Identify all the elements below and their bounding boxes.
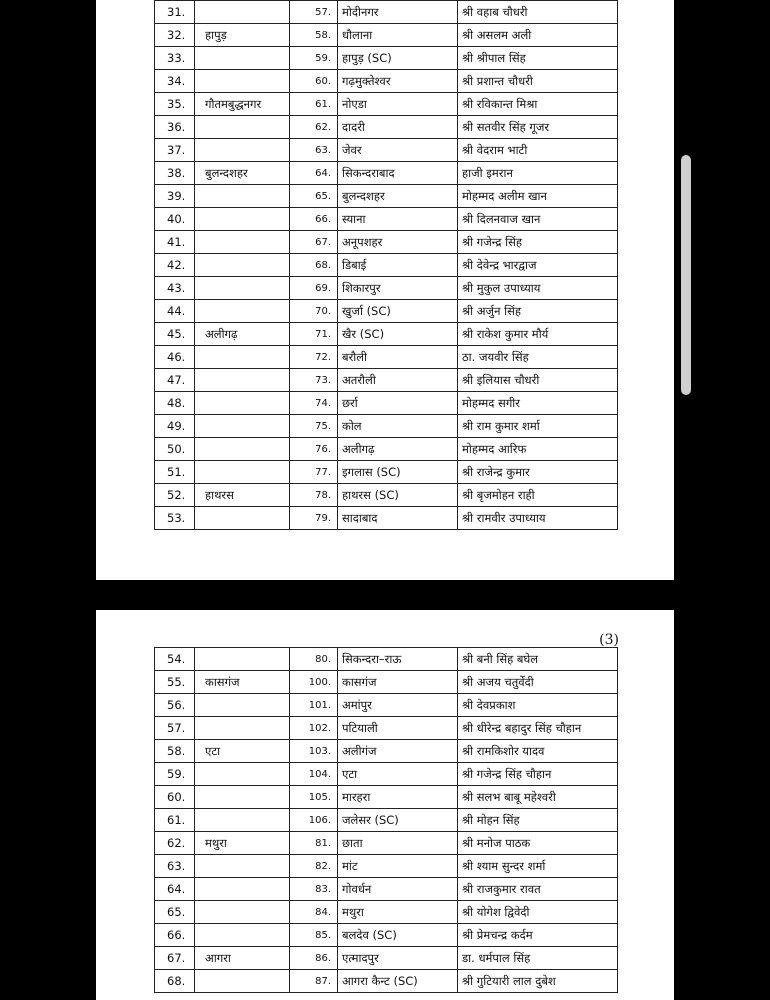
district-cell bbox=[195, 809, 290, 832]
candidate-name-cell: श्री दिलनवाज खान bbox=[458, 208, 618, 231]
table-row bbox=[155, 507, 618, 530]
constituency-number-cell: 102. bbox=[290, 717, 338, 740]
constituency-name-cell: कोल bbox=[338, 415, 458, 438]
table-row bbox=[155, 185, 618, 208]
table-row bbox=[155, 415, 618, 438]
constituency-number-cell: 64. bbox=[290, 162, 338, 185]
serial-number-cell: 45. bbox=[155, 323, 195, 346]
table-row bbox=[155, 461, 618, 484]
constituency-name-cell: दादरी bbox=[338, 116, 458, 139]
constituency-number-cell: 81. bbox=[290, 832, 338, 855]
district-cell bbox=[195, 70, 290, 93]
serial-number-cell: 50. bbox=[155, 438, 195, 461]
candidate-name-cell: श्री बनी सिंह बघेल bbox=[458, 648, 618, 671]
district-cell bbox=[195, 438, 290, 461]
candidate-name-cell: मोहम्मद अलीम खान bbox=[458, 185, 618, 208]
constituency-number-cell: 59. bbox=[290, 47, 338, 70]
constituency-name-cell: अलीगढ़ bbox=[338, 438, 458, 461]
candidate-name-cell: श्री योगेश द्विवेदी bbox=[458, 901, 618, 924]
serial-number-cell: 43. bbox=[155, 277, 195, 300]
constituency-name-cell: पटियाली bbox=[338, 717, 458, 740]
table-row bbox=[155, 254, 618, 277]
candidate-name-cell: श्री श्याम सुन्दर शर्मा bbox=[458, 855, 618, 878]
candidate-name-cell: श्री मुकुल उपाध्याय bbox=[458, 277, 618, 300]
candidate-name-cell: हाजी इमरान bbox=[458, 162, 618, 185]
candidate-name-cell: श्री मोहन सिंह bbox=[458, 809, 618, 832]
constituency-name-cell: गोवर्धन bbox=[338, 878, 458, 901]
constituency-number-cell: 62. bbox=[290, 116, 338, 139]
serial-number-cell: 49. bbox=[155, 415, 195, 438]
district-cell bbox=[195, 970, 290, 993]
table-row bbox=[155, 47, 618, 70]
constituency-name-cell: सिकन्दराबाद bbox=[338, 162, 458, 185]
candidate-name-cell: श्री सलभ बाबू महेश्वरी bbox=[458, 786, 618, 809]
candidate-name-cell: श्री गजेन्द्र सिंह bbox=[458, 231, 618, 254]
serial-number-cell: 42. bbox=[155, 254, 195, 277]
constituency-number-cell: 78. bbox=[290, 484, 338, 507]
constituency-name-cell: नोएडा bbox=[338, 93, 458, 116]
constituency-number-cell: 86. bbox=[290, 947, 338, 970]
district-cell bbox=[195, 901, 290, 924]
table-row bbox=[155, 438, 618, 461]
serial-number-cell: 35. bbox=[155, 93, 195, 116]
constituency-number-cell: 76. bbox=[290, 438, 338, 461]
serial-number-cell: 51. bbox=[155, 461, 195, 484]
serial-number-cell: 61. bbox=[155, 809, 195, 832]
constituency-number-cell: 106. bbox=[290, 809, 338, 832]
constituency-name-cell: खैर (SC) bbox=[338, 323, 458, 346]
serial-number-cell: 36. bbox=[155, 116, 195, 139]
constituency-name-cell: सिकन्दरा–राऊ bbox=[338, 648, 458, 671]
district-cell bbox=[195, 924, 290, 947]
table-row bbox=[155, 162, 618, 185]
serial-number-cell: 62. bbox=[155, 832, 195, 855]
candidate-name-cell: श्री प्रशान्त चौधरी bbox=[458, 70, 618, 93]
serial-number-cell: 68. bbox=[155, 970, 195, 993]
serial-number-cell: 44. bbox=[155, 300, 195, 323]
serial-number-cell: 39. bbox=[155, 185, 195, 208]
table-row bbox=[155, 832, 618, 855]
constituency-number-cell: 61. bbox=[290, 93, 338, 116]
constituency-number-cell: 70. bbox=[290, 300, 338, 323]
constituency-number-cell: 100. bbox=[290, 671, 338, 694]
serial-number-cell: 52. bbox=[155, 484, 195, 507]
candidate-name-cell: श्री राम कुमार शर्मा bbox=[458, 415, 618, 438]
district-cell bbox=[195, 878, 290, 901]
constituency-number-cell: 73. bbox=[290, 369, 338, 392]
candidate-name-cell: मोहम्मद आरिफ bbox=[458, 438, 618, 461]
district-cell: हापुड़ bbox=[195, 24, 290, 47]
constituency-number-cell: 68. bbox=[290, 254, 338, 277]
district-cell bbox=[195, 786, 290, 809]
district-cell: हाथरस bbox=[195, 484, 290, 507]
table-row bbox=[155, 970, 618, 993]
candidate-name-cell: श्री रामवीर उपाध्याय bbox=[458, 507, 618, 530]
constituency-number-cell: 77. bbox=[290, 461, 338, 484]
table-row bbox=[155, 346, 618, 369]
constituency-name-cell: मारहरा bbox=[338, 786, 458, 809]
candidate-name-cell: श्री देवेन्द्र भारद्वाज bbox=[458, 254, 618, 277]
table-row bbox=[155, 717, 618, 740]
constituency-name-cell: हापुड़ (SC) bbox=[338, 47, 458, 70]
constituency-name-cell: खुर्जा (SC) bbox=[338, 300, 458, 323]
constituency-number-cell: 72. bbox=[290, 346, 338, 369]
serial-number-cell: 46. bbox=[155, 346, 195, 369]
constituency-name-cell: अनूपशहर bbox=[338, 231, 458, 254]
district-cell bbox=[195, 208, 290, 231]
candidate-name-cell: श्री राकेश कुमार मौर्य bbox=[458, 323, 618, 346]
document-page-1 bbox=[96, 0, 674, 580]
table-row bbox=[155, 139, 618, 162]
constituency-number-cell: 84. bbox=[290, 901, 338, 924]
constituency-number-cell: 101. bbox=[290, 694, 338, 717]
constituency-name-cell: अमांपुर bbox=[338, 694, 458, 717]
table-row bbox=[155, 484, 618, 507]
candidate-name-cell: मोहम्मद सगीर bbox=[458, 392, 618, 415]
serial-number-cell: 33. bbox=[155, 47, 195, 70]
constituency-name-cell: अलीगंज bbox=[338, 740, 458, 763]
table-row bbox=[155, 809, 618, 832]
candidate-name-cell: श्री बृजमोहन राही bbox=[458, 484, 618, 507]
serial-number-cell: 40. bbox=[155, 208, 195, 231]
candidate-name-cell: श्री अजय चतुर्वेदी bbox=[458, 671, 618, 694]
district-cell bbox=[195, 369, 290, 392]
document-page-2 bbox=[96, 610, 674, 1000]
constituency-number-cell: 103. bbox=[290, 740, 338, 763]
table-row bbox=[155, 855, 618, 878]
constituency-number-cell: 66. bbox=[290, 208, 338, 231]
constituency-number-cell: 67. bbox=[290, 231, 338, 254]
constituency-number-cell: 104. bbox=[290, 763, 338, 786]
constituency-name-cell: बलदेव (SC) bbox=[338, 924, 458, 947]
table-row bbox=[155, 740, 618, 763]
district-cell bbox=[195, 300, 290, 323]
scrollbar[interactable] bbox=[681, 155, 691, 395]
serial-number-cell: 54. bbox=[155, 648, 195, 671]
constituency-number-cell: 60. bbox=[290, 70, 338, 93]
district-cell bbox=[195, 415, 290, 438]
constituency-number-cell: 74. bbox=[290, 392, 338, 415]
serial-number-cell: 31. bbox=[155, 1, 195, 24]
table-row bbox=[155, 323, 618, 346]
table-row bbox=[155, 70, 618, 93]
candidate-name-cell: श्री राजकुमार रावत bbox=[458, 878, 618, 901]
district-cell bbox=[195, 763, 290, 786]
candidate-name-cell: श्री श्रीपाल सिंह bbox=[458, 47, 618, 70]
constituency-name-cell: मोदीनगर bbox=[338, 1, 458, 24]
constituency-name-cell: छर्रा bbox=[338, 392, 458, 415]
serial-number-cell: 38. bbox=[155, 162, 195, 185]
serial-number-cell: 41. bbox=[155, 231, 195, 254]
district-cell: अलीगढ़ bbox=[195, 323, 290, 346]
district-cell bbox=[195, 346, 290, 369]
constituency-number-cell: 87. bbox=[290, 970, 338, 993]
table-row bbox=[155, 231, 618, 254]
constituency-number-cell: 71. bbox=[290, 323, 338, 346]
serial-number-cell: 37. bbox=[155, 139, 195, 162]
constituency-name-cell: गढ़मुक्तेश्वर bbox=[338, 70, 458, 93]
serial-number-cell: 59. bbox=[155, 763, 195, 786]
table-row bbox=[155, 763, 618, 786]
table-row bbox=[155, 300, 618, 323]
constituency-number-cell: 83. bbox=[290, 878, 338, 901]
serial-number-cell: 67. bbox=[155, 947, 195, 970]
constituency-number-cell: 63. bbox=[290, 139, 338, 162]
table-row bbox=[155, 369, 618, 392]
district-cell bbox=[195, 1, 290, 24]
constituency-number-cell: 105. bbox=[290, 786, 338, 809]
table-row bbox=[155, 93, 618, 116]
table-row bbox=[155, 947, 618, 970]
table-row bbox=[155, 24, 618, 47]
constituency-name-cell: शिकारपुर bbox=[338, 277, 458, 300]
serial-number-cell: 55. bbox=[155, 671, 195, 694]
district-cell bbox=[195, 47, 290, 70]
district-cell bbox=[195, 694, 290, 717]
district-cell bbox=[195, 139, 290, 162]
table-row bbox=[155, 277, 618, 300]
candidate-table-1 bbox=[154, 0, 618, 530]
candidate-name-cell: श्री मनोज पाठक bbox=[458, 832, 618, 855]
constituency-name-cell: अतरौली bbox=[338, 369, 458, 392]
constituency-name-cell: एत्मादपुर bbox=[338, 947, 458, 970]
serial-number-cell: 65. bbox=[155, 901, 195, 924]
constituency-name-cell: मांट bbox=[338, 855, 458, 878]
serial-number-cell: 47. bbox=[155, 369, 195, 392]
table-row bbox=[155, 1, 618, 24]
constituency-name-cell: सादाबाद bbox=[338, 507, 458, 530]
table-row bbox=[155, 901, 618, 924]
constituency-name-cell: छाता bbox=[338, 832, 458, 855]
table-row bbox=[155, 694, 618, 717]
district-cell bbox=[195, 254, 290, 277]
constituency-name-cell: इगलास (SC) bbox=[338, 461, 458, 484]
constituency-number-cell: 69. bbox=[290, 277, 338, 300]
constituency-name-cell: स्याना bbox=[338, 208, 458, 231]
constituency-number-cell: 65. bbox=[290, 185, 338, 208]
table-row bbox=[155, 648, 618, 671]
table-row bbox=[155, 786, 618, 809]
constituency-number-cell: 85. bbox=[290, 924, 338, 947]
constituency-number-cell: 58. bbox=[290, 24, 338, 47]
serial-number-cell: 66. bbox=[155, 924, 195, 947]
district-cell: आगरा bbox=[195, 947, 290, 970]
constituency-number-cell: 80. bbox=[290, 648, 338, 671]
district-cell: बुलन्दशहर bbox=[195, 162, 290, 185]
table-row bbox=[155, 392, 618, 415]
candidate-name-cell: श्री देवप्रकाश bbox=[458, 694, 618, 717]
serial-number-cell: 64. bbox=[155, 878, 195, 901]
district-cell bbox=[195, 507, 290, 530]
district-cell: गौतमबुद्धनगर bbox=[195, 93, 290, 116]
district-cell bbox=[195, 855, 290, 878]
constituency-name-cell: बरौली bbox=[338, 346, 458, 369]
serial-number-cell: 53. bbox=[155, 507, 195, 530]
candidate-name-cell: श्री सतवीर सिंह गूजर bbox=[458, 116, 618, 139]
district-cell: मथुरा bbox=[195, 832, 290, 855]
candidate-name-cell: श्री धीरेन्द्र बहादुर सिंह चौहान bbox=[458, 717, 618, 740]
serial-number-cell: 34. bbox=[155, 70, 195, 93]
district-cell: कासगंज bbox=[195, 671, 290, 694]
district-cell bbox=[195, 277, 290, 300]
page-number: (3) bbox=[599, 632, 619, 648]
table-row bbox=[155, 878, 618, 901]
candidate-name-cell: ठा. जयवीर सिंह bbox=[458, 346, 618, 369]
constituency-name-cell: डिबाई bbox=[338, 254, 458, 277]
candidate-name-cell: श्री गजेन्द्र सिंह चौहान bbox=[458, 763, 618, 786]
candidate-name-cell: डा. धर्मपाल सिंह bbox=[458, 947, 618, 970]
constituency-name-cell: हाथरस (SC) bbox=[338, 484, 458, 507]
candidate-name-cell: श्री अर्जुन सिंह bbox=[458, 300, 618, 323]
table-row bbox=[155, 924, 618, 947]
candidate-name-cell: श्री राजेन्द्र कुमार bbox=[458, 461, 618, 484]
serial-number-cell: 58. bbox=[155, 740, 195, 763]
constituency-name-cell: जेवर bbox=[338, 139, 458, 162]
constituency-name-cell: कासगंज bbox=[338, 671, 458, 694]
candidate-name-cell: श्री इलियास चौधरी bbox=[458, 369, 618, 392]
candidate-table-2 bbox=[154, 647, 618, 993]
district-cell bbox=[195, 648, 290, 671]
serial-number-cell: 57. bbox=[155, 717, 195, 740]
constituency-number-cell: 75. bbox=[290, 415, 338, 438]
serial-number-cell: 48. bbox=[155, 392, 195, 415]
candidate-name-cell: श्री रविकान्त मिश्रा bbox=[458, 93, 618, 116]
constituency-number-cell: 79. bbox=[290, 507, 338, 530]
constituency-name-cell: मथुरा bbox=[338, 901, 458, 924]
candidate-name-cell: श्री वेदराम भाटी bbox=[458, 139, 618, 162]
candidate-name-cell: श्री रामकिशोर यादव bbox=[458, 740, 618, 763]
serial-number-cell: 56. bbox=[155, 694, 195, 717]
district-cell bbox=[195, 717, 290, 740]
district-cell bbox=[195, 392, 290, 415]
constituency-name-cell: जलेसर (SC) bbox=[338, 809, 458, 832]
table-row bbox=[155, 671, 618, 694]
constituency-name-cell: बुलन्दशहर bbox=[338, 185, 458, 208]
constituency-number-cell: 57. bbox=[290, 1, 338, 24]
district-cell bbox=[195, 185, 290, 208]
candidate-name-cell: श्री असलम अली bbox=[458, 24, 618, 47]
table-row bbox=[155, 208, 618, 231]
constituency-name-cell: एटा bbox=[338, 763, 458, 786]
constituency-name-cell: आगरा कैन्ट (SC) bbox=[338, 970, 458, 993]
constituency-name-cell: धौलाना bbox=[338, 24, 458, 47]
constituency-number-cell: 82. bbox=[290, 855, 338, 878]
serial-number-cell: 60. bbox=[155, 786, 195, 809]
serial-number-cell: 32. bbox=[155, 24, 195, 47]
table-row bbox=[155, 116, 618, 139]
district-cell bbox=[195, 461, 290, 484]
candidate-name-cell: श्री वहाब चौधरी bbox=[458, 1, 618, 24]
serial-number-cell: 63. bbox=[155, 855, 195, 878]
district-cell: एटा bbox=[195, 740, 290, 763]
district-cell bbox=[195, 231, 290, 254]
candidate-name-cell: श्री प्रेमचन्द्र कर्दम bbox=[458, 924, 618, 947]
district-cell bbox=[195, 116, 290, 139]
candidate-name-cell: श्री गुटियारी लाल दुबेश bbox=[458, 970, 618, 993]
